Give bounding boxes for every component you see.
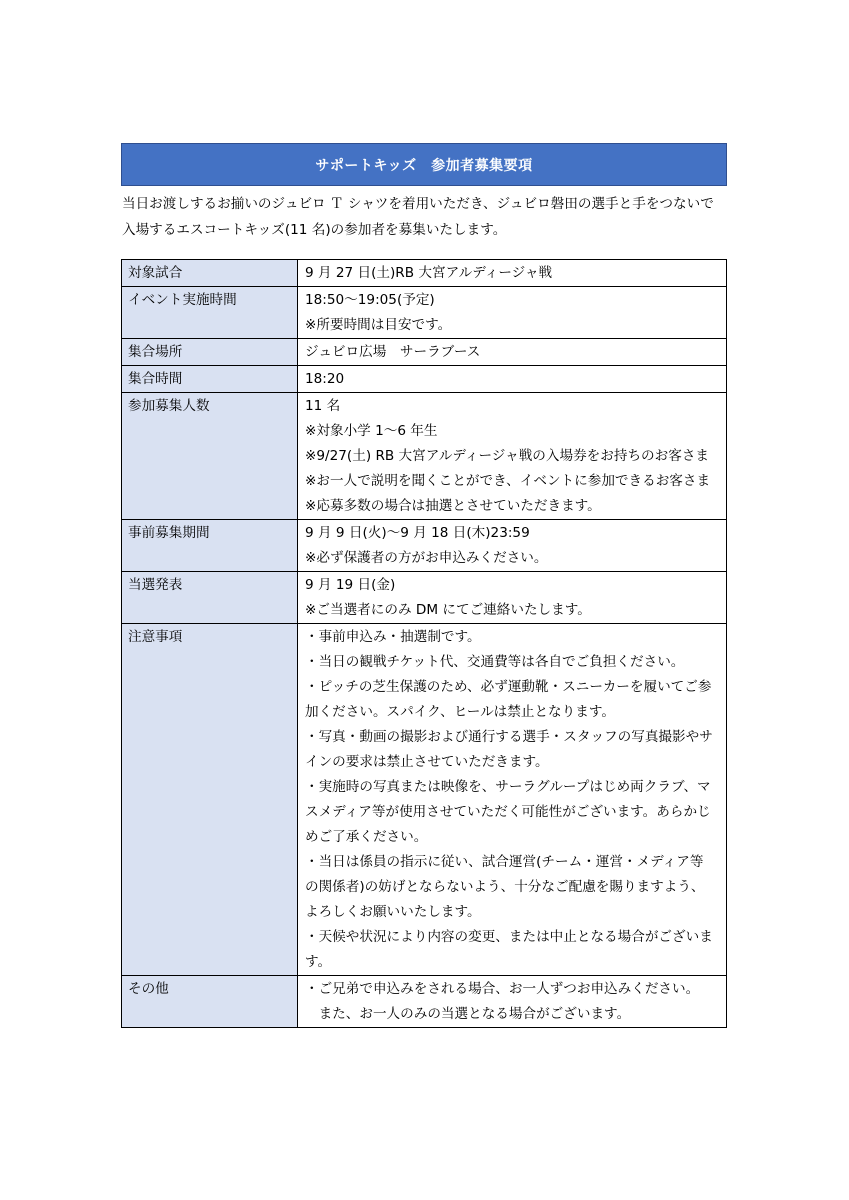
row-label: イベント実施時間 — [122, 287, 298, 339]
row-label: 参加募集人数 — [122, 393, 298, 520]
row-label: 対象試合 — [122, 260, 298, 287]
table-row — [122, 287, 727, 339]
info-table — [121, 259, 727, 1028]
row-label: 注意事項 — [122, 624, 298, 976]
page-title: サポートキッズ 参加者募集要項 — [315, 157, 533, 174]
row-label: 集合時間 — [122, 366, 298, 393]
table-row — [122, 339, 727, 366]
intro-paragraph: 当日お渡しするお揃いのジュビロ Ｔ シャツを着用いただき、ジュビロ磐田の選手と手をつないで入場するエスコートキッズ(11 名)の参加者を募集いたします。 — [122, 196, 714, 238]
value-line: ※対象小学 1～6 年生 — [305, 423, 438, 439]
row-label: 当選発表 — [122, 572, 298, 624]
table-row — [122, 976, 727, 1028]
row-value — [298, 976, 727, 1028]
table-row — [122, 260, 727, 287]
value-line: 18:20 — [305, 371, 345, 387]
table-row — [122, 624, 727, 976]
title-banner — [121, 143, 727, 186]
row-value — [298, 393, 727, 520]
value-line: ・当日は係員の指示に従い、試合運営(チーム・運営・メディア等の関係者)の妨げとならないよう、十分なご配慮を賜りますよう、よろしくお願いいたします。 — [305, 854, 705, 920]
value-line: 18:50～19:05(予定) — [305, 292, 435, 308]
row-label: 集合場所 — [122, 339, 298, 366]
value-line: ・事前申込み・抽選制です。 — [305, 629, 481, 645]
value-line: 9 月 19 日(金) — [305, 577, 396, 593]
table-row — [122, 393, 727, 520]
row-value — [298, 260, 727, 287]
table-row — [122, 520, 727, 572]
value-line: ・写真・動画の撮影および通行する選手・スタッフの写真撮影やサインの要求は禁止させていただきます。 — [305, 729, 713, 770]
document-page — [121, 143, 727, 1028]
row-value — [298, 339, 727, 366]
row-label: その他 — [122, 976, 298, 1028]
value-line: ・実施時の写真または映像を、サーラグループはじめ両クラブ、マスメディア等が使用させていただく可能性がございます。あらかじめご了承ください。 — [305, 779, 711, 845]
value-line: ※所要時間は目安です。 — [305, 317, 452, 333]
value-line: ・ピッチの芝生保護のため、必ず運動靴・スニーカーを履いてご参加ください。スパイク、ヒールは禁止となります。 — [305, 679, 712, 720]
value-line: ※ご当選者にのみ DM にてご連絡いたします。 — [305, 602, 591, 618]
row-value — [298, 520, 727, 572]
table-row — [122, 572, 727, 624]
value-line: ・天候や状況により内容の変更、または中止となる場合がございます。 — [305, 929, 713, 970]
value-line: ※応募多数の場合は抽選とさせていただきます。 — [305, 498, 601, 514]
value-line: 9 月 9 日(火)～9 月 18 日(木)23:59 — [305, 525, 530, 541]
row-value — [298, 624, 727, 976]
value-line: ジュビロ広場 サーラブース — [305, 344, 481, 360]
value-line: 11 名 — [305, 398, 341, 414]
value-line: ※お一人で説明を聞くことができ、イベントに参加できるお客さま — [305, 473, 711, 489]
row-value — [298, 287, 727, 339]
value-line: ※9/27(土) RB 大宮アルディージャ戦の入場券をお持ちのお客さま — [305, 448, 710, 464]
value-line: また、お一人のみの当選となる場合がございます。 — [305, 1006, 631, 1022]
value-line: 9 月 27 日(土)RB 大宮アルディージャ戦 — [305, 265, 553, 281]
value-line: ・ご兄弟で申込みをされる場合、お一人ずつお申込みください。 — [305, 981, 700, 997]
row-value — [298, 366, 727, 393]
table-row — [122, 366, 727, 393]
value-line: ※必ず保護者の方がお申込みください。 — [305, 550, 548, 566]
value-line: ・当日の観戦チケット代、交通費等は各自でご負担ください。 — [305, 654, 685, 670]
row-value — [298, 572, 727, 624]
row-label: 事前募集期間 — [122, 520, 298, 572]
